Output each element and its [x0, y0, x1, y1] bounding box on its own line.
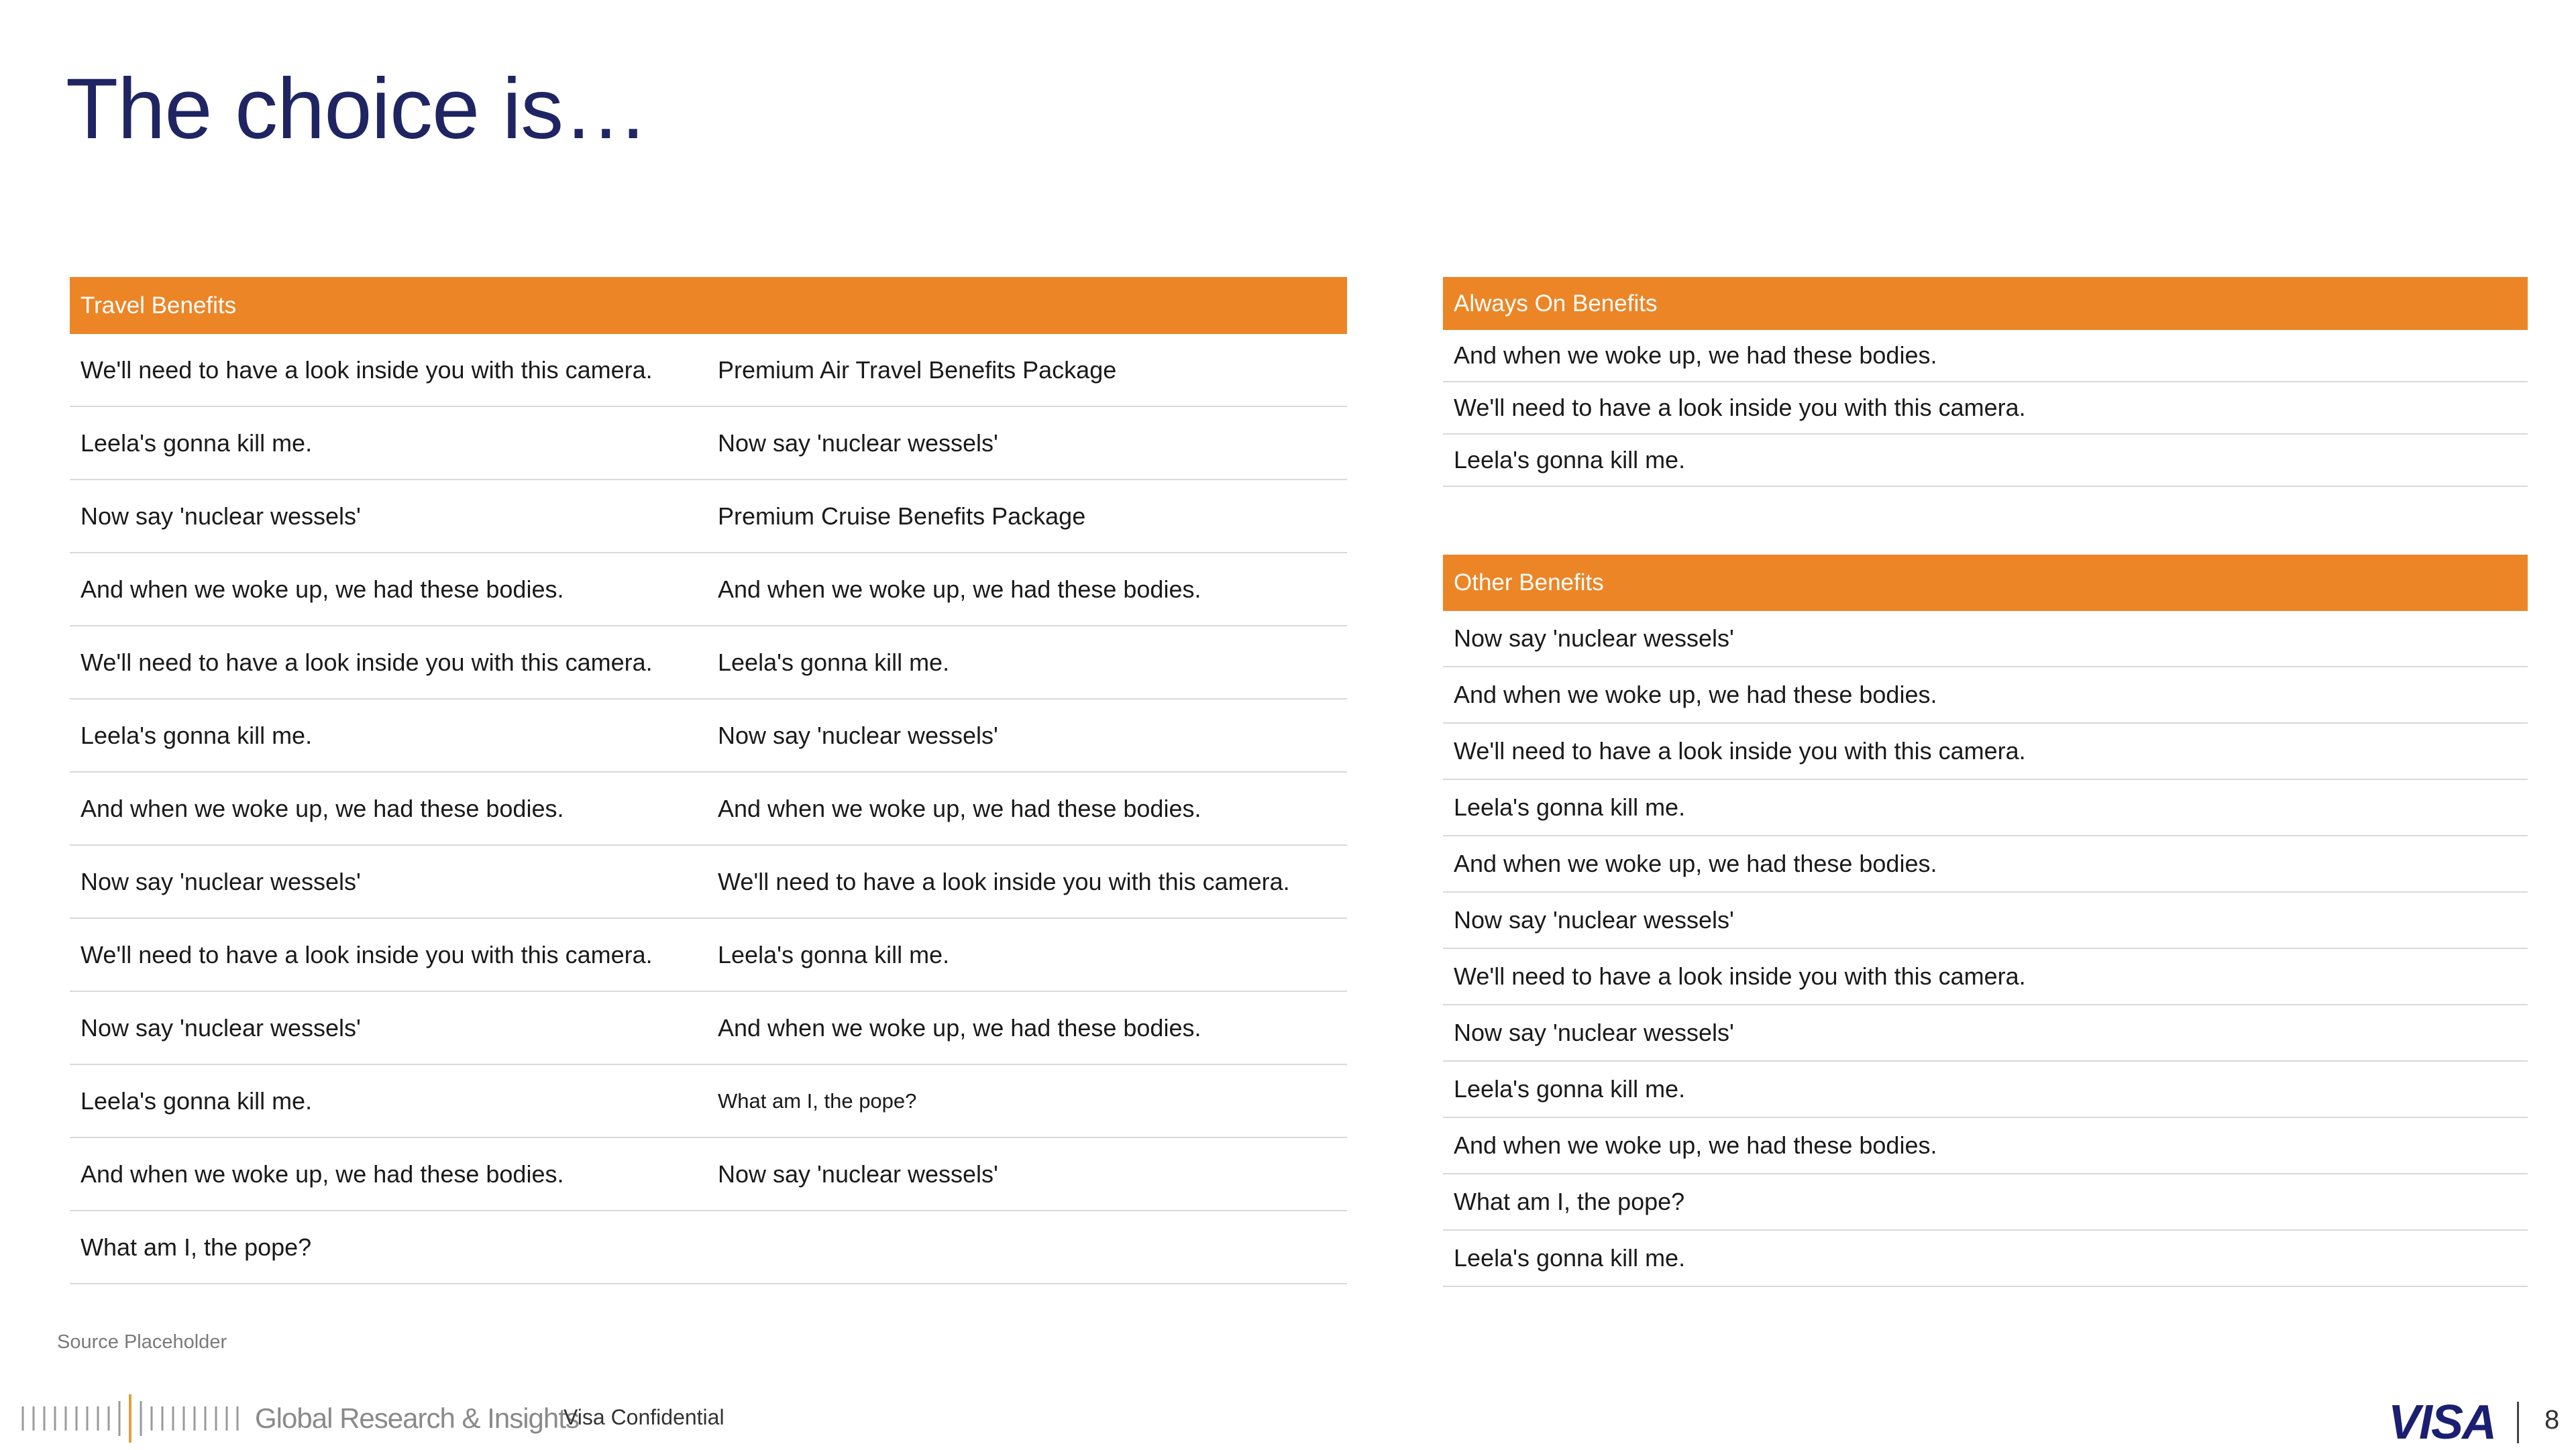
- page-number: 8: [2544, 1405, 2560, 1435]
- table-cell: And when we woke up, we had these bodies.: [80, 575, 564, 603]
- grg-logo: [20, 1392, 579, 1445]
- table-row: [1443, 836, 2528, 893]
- table-cell: Premium Cruise Benefits Package: [718, 502, 1086, 530]
- table-row: [1443, 667, 2528, 724]
- table-row: [1443, 435, 2528, 487]
- table-cell: Premium Air Travel Benefits Package: [718, 355, 1117, 384]
- table-cell: What am I, the pope?: [80, 1233, 312, 1261]
- table-row: [70, 919, 1347, 992]
- table-row: [1443, 611, 2528, 667]
- table-cell: Now say 'nuclear wessels': [80, 1013, 361, 1042]
- table-cell: Now say 'nuclear wessels': [80, 867, 361, 895]
- table-row: [1443, 1118, 2528, 1174]
- table-row: [1443, 1005, 2528, 1062]
- footer-divider: [2517, 1402, 2519, 1443]
- table-cell: What am I, the pope?: [718, 1089, 917, 1113]
- table-row: [70, 407, 1347, 480]
- always-on-benefits-table: [1443, 277, 2528, 487]
- table-row: [70, 1211, 1347, 1284]
- table-cell: Leela's gonna kill me.: [1454, 793, 1686, 821]
- table-cell: Now say 'nuclear wessels': [1454, 1019, 1734, 1046]
- table-cell: And when we woke up, we had these bodies.: [1454, 341, 1937, 369]
- table-cell: Leela's gonna kill me.: [718, 940, 950, 968]
- table-cell: We'll need to have a look inside you with this camera.: [80, 355, 653, 384]
- table-row: [1443, 1062, 2528, 1118]
- travel-benefits-table: [70, 277, 1347, 1284]
- table-row: [70, 1065, 1347, 1138]
- table-cell: And when we woke up, we had these bodies.: [80, 794, 564, 822]
- table-cell: Leela's gonna kill me.: [80, 429, 313, 457]
- table-row: [70, 992, 1347, 1065]
- table-row: [70, 1138, 1347, 1211]
- table-row: [70, 480, 1347, 553]
- source-note: Source Placeholder: [57, 1331, 227, 1353]
- table-cell: We'll need to have a look inside you with this camera.: [718, 867, 1290, 895]
- table-row: [70, 773, 1347, 846]
- table-cell: Now say 'nuclear wessels': [80, 502, 361, 530]
- table-cell: Leela's gonna kill me.: [80, 1086, 313, 1115]
- table-cell: And when we woke up, we had these bodies.: [718, 1013, 1201, 1042]
- table-row: [70, 626, 1347, 700]
- other-benefits-table: [1443, 555, 2528, 1287]
- table-cell: Leela's gonna kill me.: [80, 721, 313, 749]
- table-row: [1443, 780, 2528, 836]
- table-cell: Leela's gonna kill me.: [1454, 1075, 1686, 1103]
- table-row: [70, 553, 1347, 626]
- table-cell: We'll need to have a look inside you with this camera.: [1454, 737, 2026, 765]
- other-benefits-header: Other Benefits: [1443, 555, 2528, 611]
- always-on-benefits-header: Always On Benefits: [1443, 277, 2528, 330]
- table-cell: Now say 'nuclear wessels': [718, 429, 998, 457]
- table-cell: And when we woke up, we had these bodies.: [718, 575, 1201, 603]
- table-cell: Leela's gonna kill me.: [718, 648, 950, 676]
- table-row: [1443, 893, 2528, 949]
- table-cell: Now say 'nuclear wessels': [718, 721, 998, 749]
- travel-benefits-header: Travel Benefits: [70, 277, 1347, 334]
- table-row: [70, 334, 1347, 407]
- barcode-lines-icon: [20, 1392, 248, 1445]
- table-cell: Leela's gonna kill me.: [1454, 446, 1686, 473]
- table-cell: Now say 'nuclear wessels': [718, 1160, 998, 1188]
- table-cell: We'll need to have a look inside you with this camera.: [80, 648, 653, 676]
- table-cell: And when we woke up, we had these bodies.: [80, 1160, 564, 1188]
- table-cell: Now say 'nuclear wessels': [1454, 624, 1734, 652]
- table-cell: What am I, the pope?: [1454, 1188, 1685, 1215]
- table-row: [1443, 949, 2528, 1005]
- visa-logo: VISA: [2388, 1396, 2496, 1449]
- table-row: [70, 846, 1347, 919]
- table-row: [1443, 1174, 2528, 1231]
- slide-title: The choice is…: [66, 61, 649, 157]
- table-row: [1443, 724, 2528, 780]
- table-cell: And when we woke up, we had these bodies.: [1454, 1131, 1937, 1159]
- footer-org-name: Global Research & Insights: [255, 1402, 579, 1434]
- table-cell: We'll need to have a look inside you with this camera.: [80, 940, 653, 968]
- table-cell: And when we woke up, we had these bodies.: [718, 794, 1201, 822]
- table-cell: And when we woke up, we had these bodies.: [1454, 850, 1937, 877]
- table-cell: And when we woke up, we had these bodies.: [1454, 681, 1937, 708]
- table-row: [1443, 1231, 2528, 1287]
- table-row: [1443, 330, 2528, 382]
- table-cell: We'll need to have a look inside you with this camera.: [1454, 962, 2026, 990]
- table-cell: We'll need to have a look inside you with this camera.: [1454, 394, 2026, 421]
- table-row: [70, 700, 1347, 773]
- confidential-label: Visa Confidential: [564, 1405, 724, 1429]
- table-cell: Leela's gonna kill me.: [1454, 1244, 1686, 1272]
- table-row: [1443, 382, 2528, 435]
- table-cell: Now say 'nuclear wessels': [1454, 906, 1734, 934]
